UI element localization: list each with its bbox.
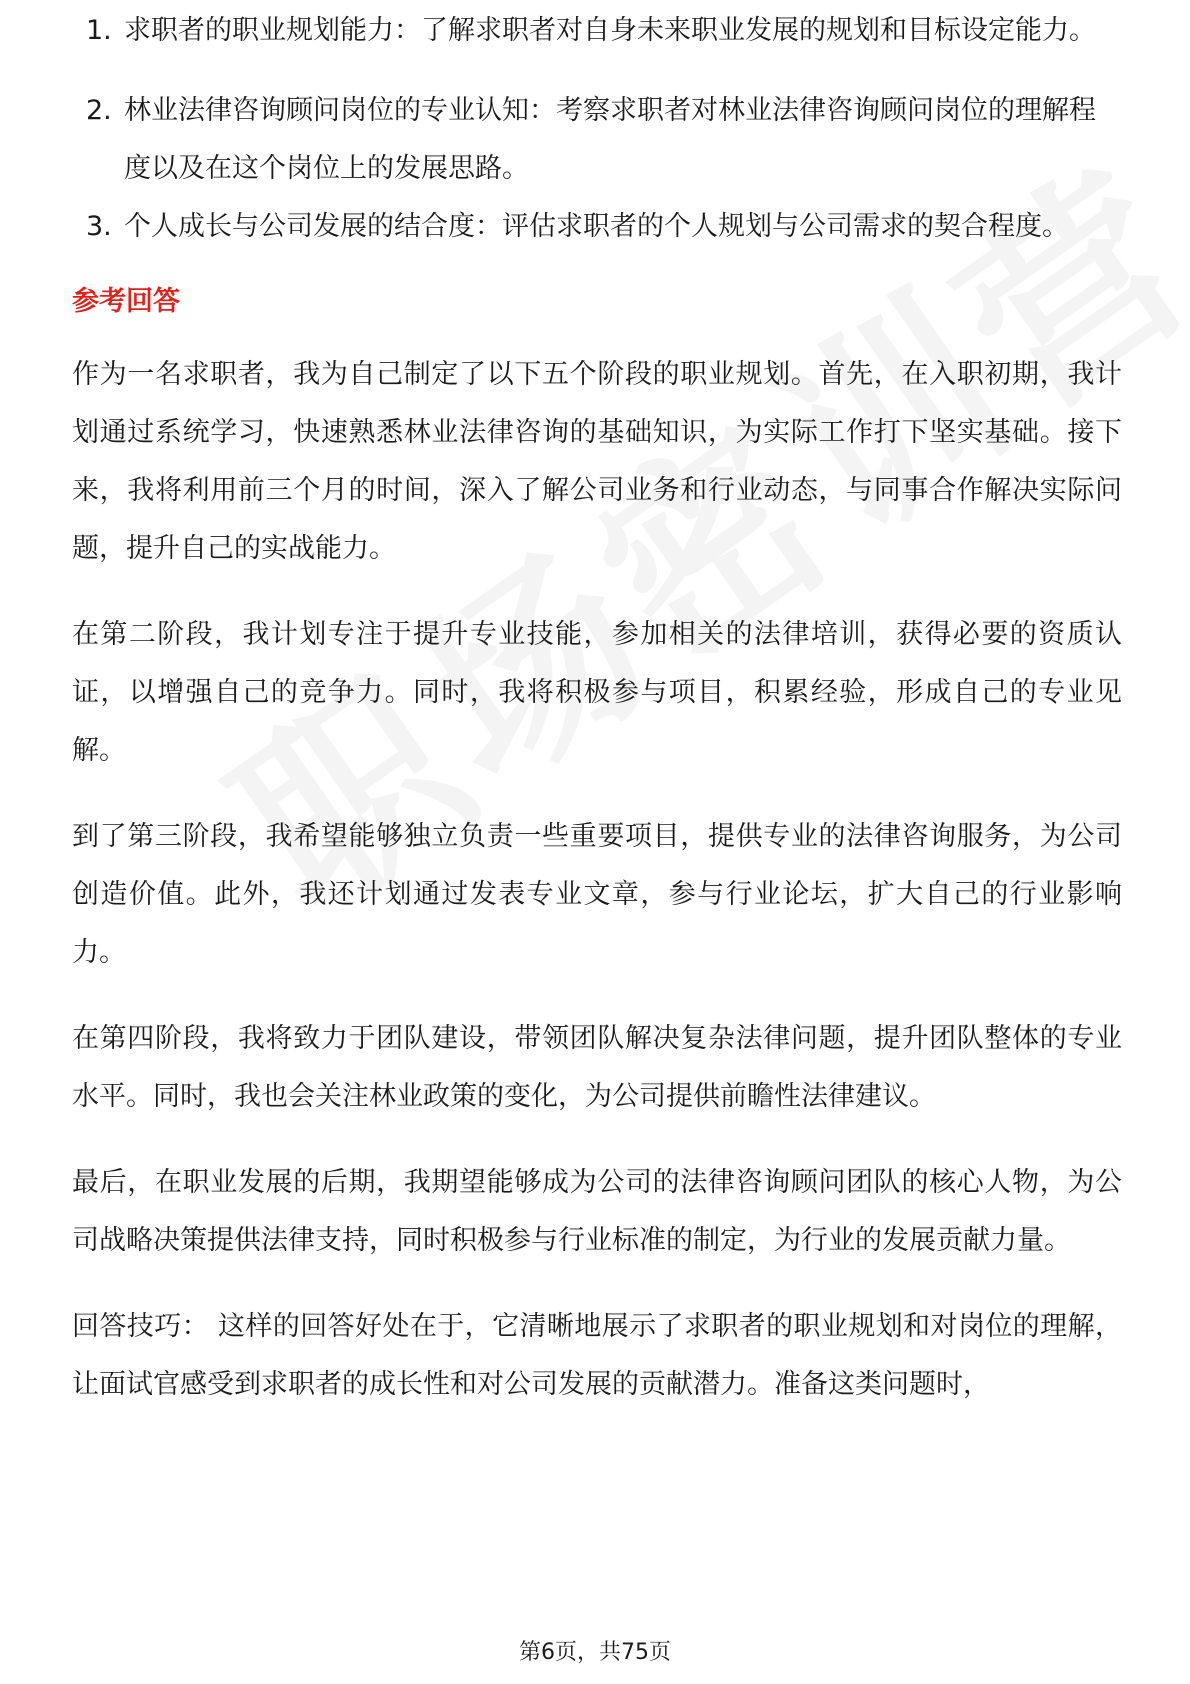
list-number: 2. — [86, 95, 112, 126]
list-text: 求职者的职业规划能力：了解求职者对自身未来职业发展的规划和目标设定能力。 — [124, 15, 1096, 46]
answer-paragraph: 到了第三阶段，我希望能够独立负责一些重要项目，提供专业的法律咨询服务，为公司创造价值。此外，我还计划通过发表专业文章，参与行业论坛，扩大自己的行业影响力。 — [72, 821, 1122, 968]
list-text: 林业法律咨询顾问岗位的专业认知：考察求职者对林业法律咨询顾问岗位的理解程度以及在这个岗位上的发展思路。 — [124, 95, 1096, 184]
list-number: 1. — [86, 15, 112, 46]
evaluation-criteria-list — [72, 2, 1122, 256]
answer-paragraph: 在第四阶段，我将致力于团队建设，带领团队解决复杂法律问题，提升团队整体的专业水平。同时，我也会关注林业政策的变化，为公司提供前瞻性法律建议。 — [72, 1023, 1122, 1112]
list-text: 个人成长与公司发展的结合度：评估求职者的个人规划与公司需求的契合程度。 — [124, 211, 1069, 242]
list-item — [72, 82, 1122, 198]
list-item — [72, 2, 1122, 82]
list-number: 3. — [86, 211, 112, 242]
section-title: 参考回答 — [72, 286, 180, 317]
answer-paragraph: 在第二阶段，我计划专注于提升专业技能，参加相关的法律培训，获得必要的资质认证，以增强自己的竞争力。同时，我将积极参与项目，积累经验，形成自己的专业见解。 — [72, 619, 1122, 766]
answer-paragraph: 最后，在职业发展的后期，我期望能够成为公司的法律咨询顾问团队的核心人物，为公司战略决策提供法律支持，同时积极参与行业标准的制定，为行业的发展贡献力量。 — [72, 1167, 1122, 1256]
page-content — [72, 15, 1122, 1442]
list-item — [72, 198, 1122, 256]
page-number-footer: 第6页，共75页 — [519, 1640, 671, 1665]
answer-tips-paragraph: 回答技巧： 这样的回答好处在于，它清晰地展示了求职者的职业规划和对岗位的理解，让面试官感受到求职者的成长性和对公司发展的贡献潜力。准备这类问题时， — [72, 1311, 1122, 1400]
answer-paragraph: 作为一名求职者，我为自己制定了以下五个阶段的职业规划。首先，在入职初期，我计划通过系统学习，快速熟悉林业法律咨询的基础知识，为实际工作打下坚实基础。接下来，我将利用前三个月的时间，深入了解公司业务和行业动态，与同事合作解决实际问题，提升自己的实战能力。 — [72, 359, 1122, 564]
